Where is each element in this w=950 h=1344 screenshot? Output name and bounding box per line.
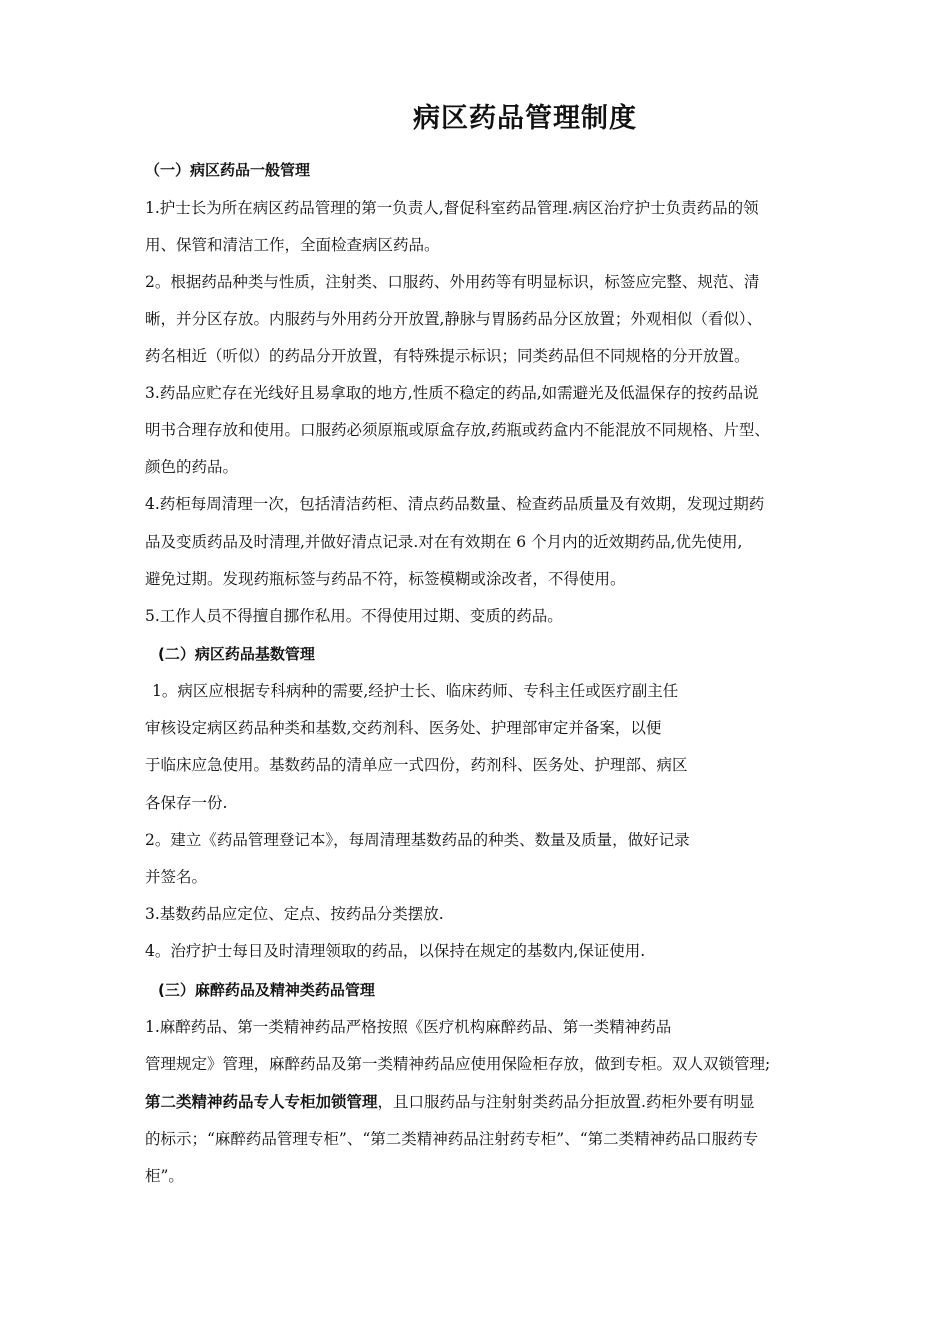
paragraph-line: 4。治疗护士每日及时清理领取的药品，以保持在规定的基数内,保证使用.: [145, 942, 646, 960]
paragraph-line: 1.麻醉药品、第一类精神药品严格按照《医疗机构麻醉药品、第一类精神药品: [145, 1018, 672, 1036]
paragraph-line: 用、保管和清洁工作，全面检查病区药品。: [145, 236, 440, 254]
paragraph-line: 管理规定》管理，麻醉药品及第一类精神药品应使用保险柜存放，做到专柜。双人双锁管理;: [145, 1055, 771, 1073]
paragraph-line: 4.药柜每周清理一次，包括清洁药柜、清点药品数量、检查药品质量及有效期，发现过期药: [145, 495, 765, 513]
paragraph-line: 的标示；“麻醉药品管理专柜”、“第二类精神药品注射药专柜”、“第二类精神药品口服药专: [145, 1130, 759, 1148]
section-heading-1: （一）病区药品一般管理: [145, 161, 311, 179]
paragraph-line: 各保存一份.: [145, 794, 228, 812]
paragraph-line: 柜”。: [145, 1167, 184, 1185]
section-heading-3: (三）麻醉药品及精神类药品管理: [158, 981, 375, 999]
paragraph-line: 明书合理存放和使用。口服药必须原瓶或原盒存放,药瓶或药盒内不能混放不同规格、片型、: [145, 421, 770, 439]
paragraph-line: [145, 1092, 754, 1112]
paragraph-line: 品及变质药品及时清理,并做好清点记录.对在有效期在 6 个月内的近效期药品,优先使用,: [145, 533, 743, 551]
page-title: 病区药品管理制度: [413, 103, 637, 134]
paragraph-line: 并签名。: [145, 868, 208, 886]
section-heading-2: (二）病区药品基数管理: [158, 645, 315, 663]
paragraph-line: 药名相近（听似）的药品分开放置，有特殊提示标识；同类药品但不同规格的分开放置。: [145, 347, 750, 365]
paragraph-line: 2。根据药品种类与性质，注射类、口服药、外用药等有明显标识，标签应完整、规范、清: [145, 273, 760, 291]
paragraph-line: 颜色的药品。: [145, 458, 239, 476]
paragraph-line: 5.工作人员不得擅自挪作私用。不得使用过期、变质的药品。: [145, 607, 563, 625]
paragraph-text: ，且口服药品与注射射类药品分拒放置.药柜外要有明显: [377, 1093, 755, 1111]
paragraph-line: 于临床应急使用。基数药品的清单应一式四份，药剂科、医务处、护理部、病区: [145, 756, 688, 774]
paragraph-line: 3.基数药品应定位、定点、按药品分类摆放.: [145, 905, 444, 923]
paragraph-line: 3.药品应贮存在光线好且易拿取的地方,性质不稳定的药品,如需避光及低温保存的按药品说: [145, 384, 759, 402]
paragraph-line: 审核设定病区药品种类和基数,交药剂科、医务处、护理部审定并备案，以便: [145, 719, 662, 737]
paragraph-line: 1。病区应根据专科病种的需要,经护士长、临床药师、专科主任或医疗副主任: [152, 682, 679, 700]
paragraph-line: 晰，并分区存放。内服药与外用药分开放置,静脉与胃肠药品分区放置；外观相似（看似）、: [145, 310, 763, 328]
paragraph-line: 避免过期。发现药瓶标签与药品不符，标签模糊或涂改者，不得使用。: [145, 570, 626, 588]
paragraph-line: 1.护士长为所在病区药品管理的第一负责人,督促科室药品管理.病区治疗护士负责药品的领: [145, 199, 759, 217]
bold-phrase: 第二类精神药品专人专柜加锁管理: [145, 1093, 378, 1111]
paragraph-line: 2。建立《药品管理登记本》，每周清理基数药品的种类、数量及质量，做好记录: [145, 831, 690, 849]
